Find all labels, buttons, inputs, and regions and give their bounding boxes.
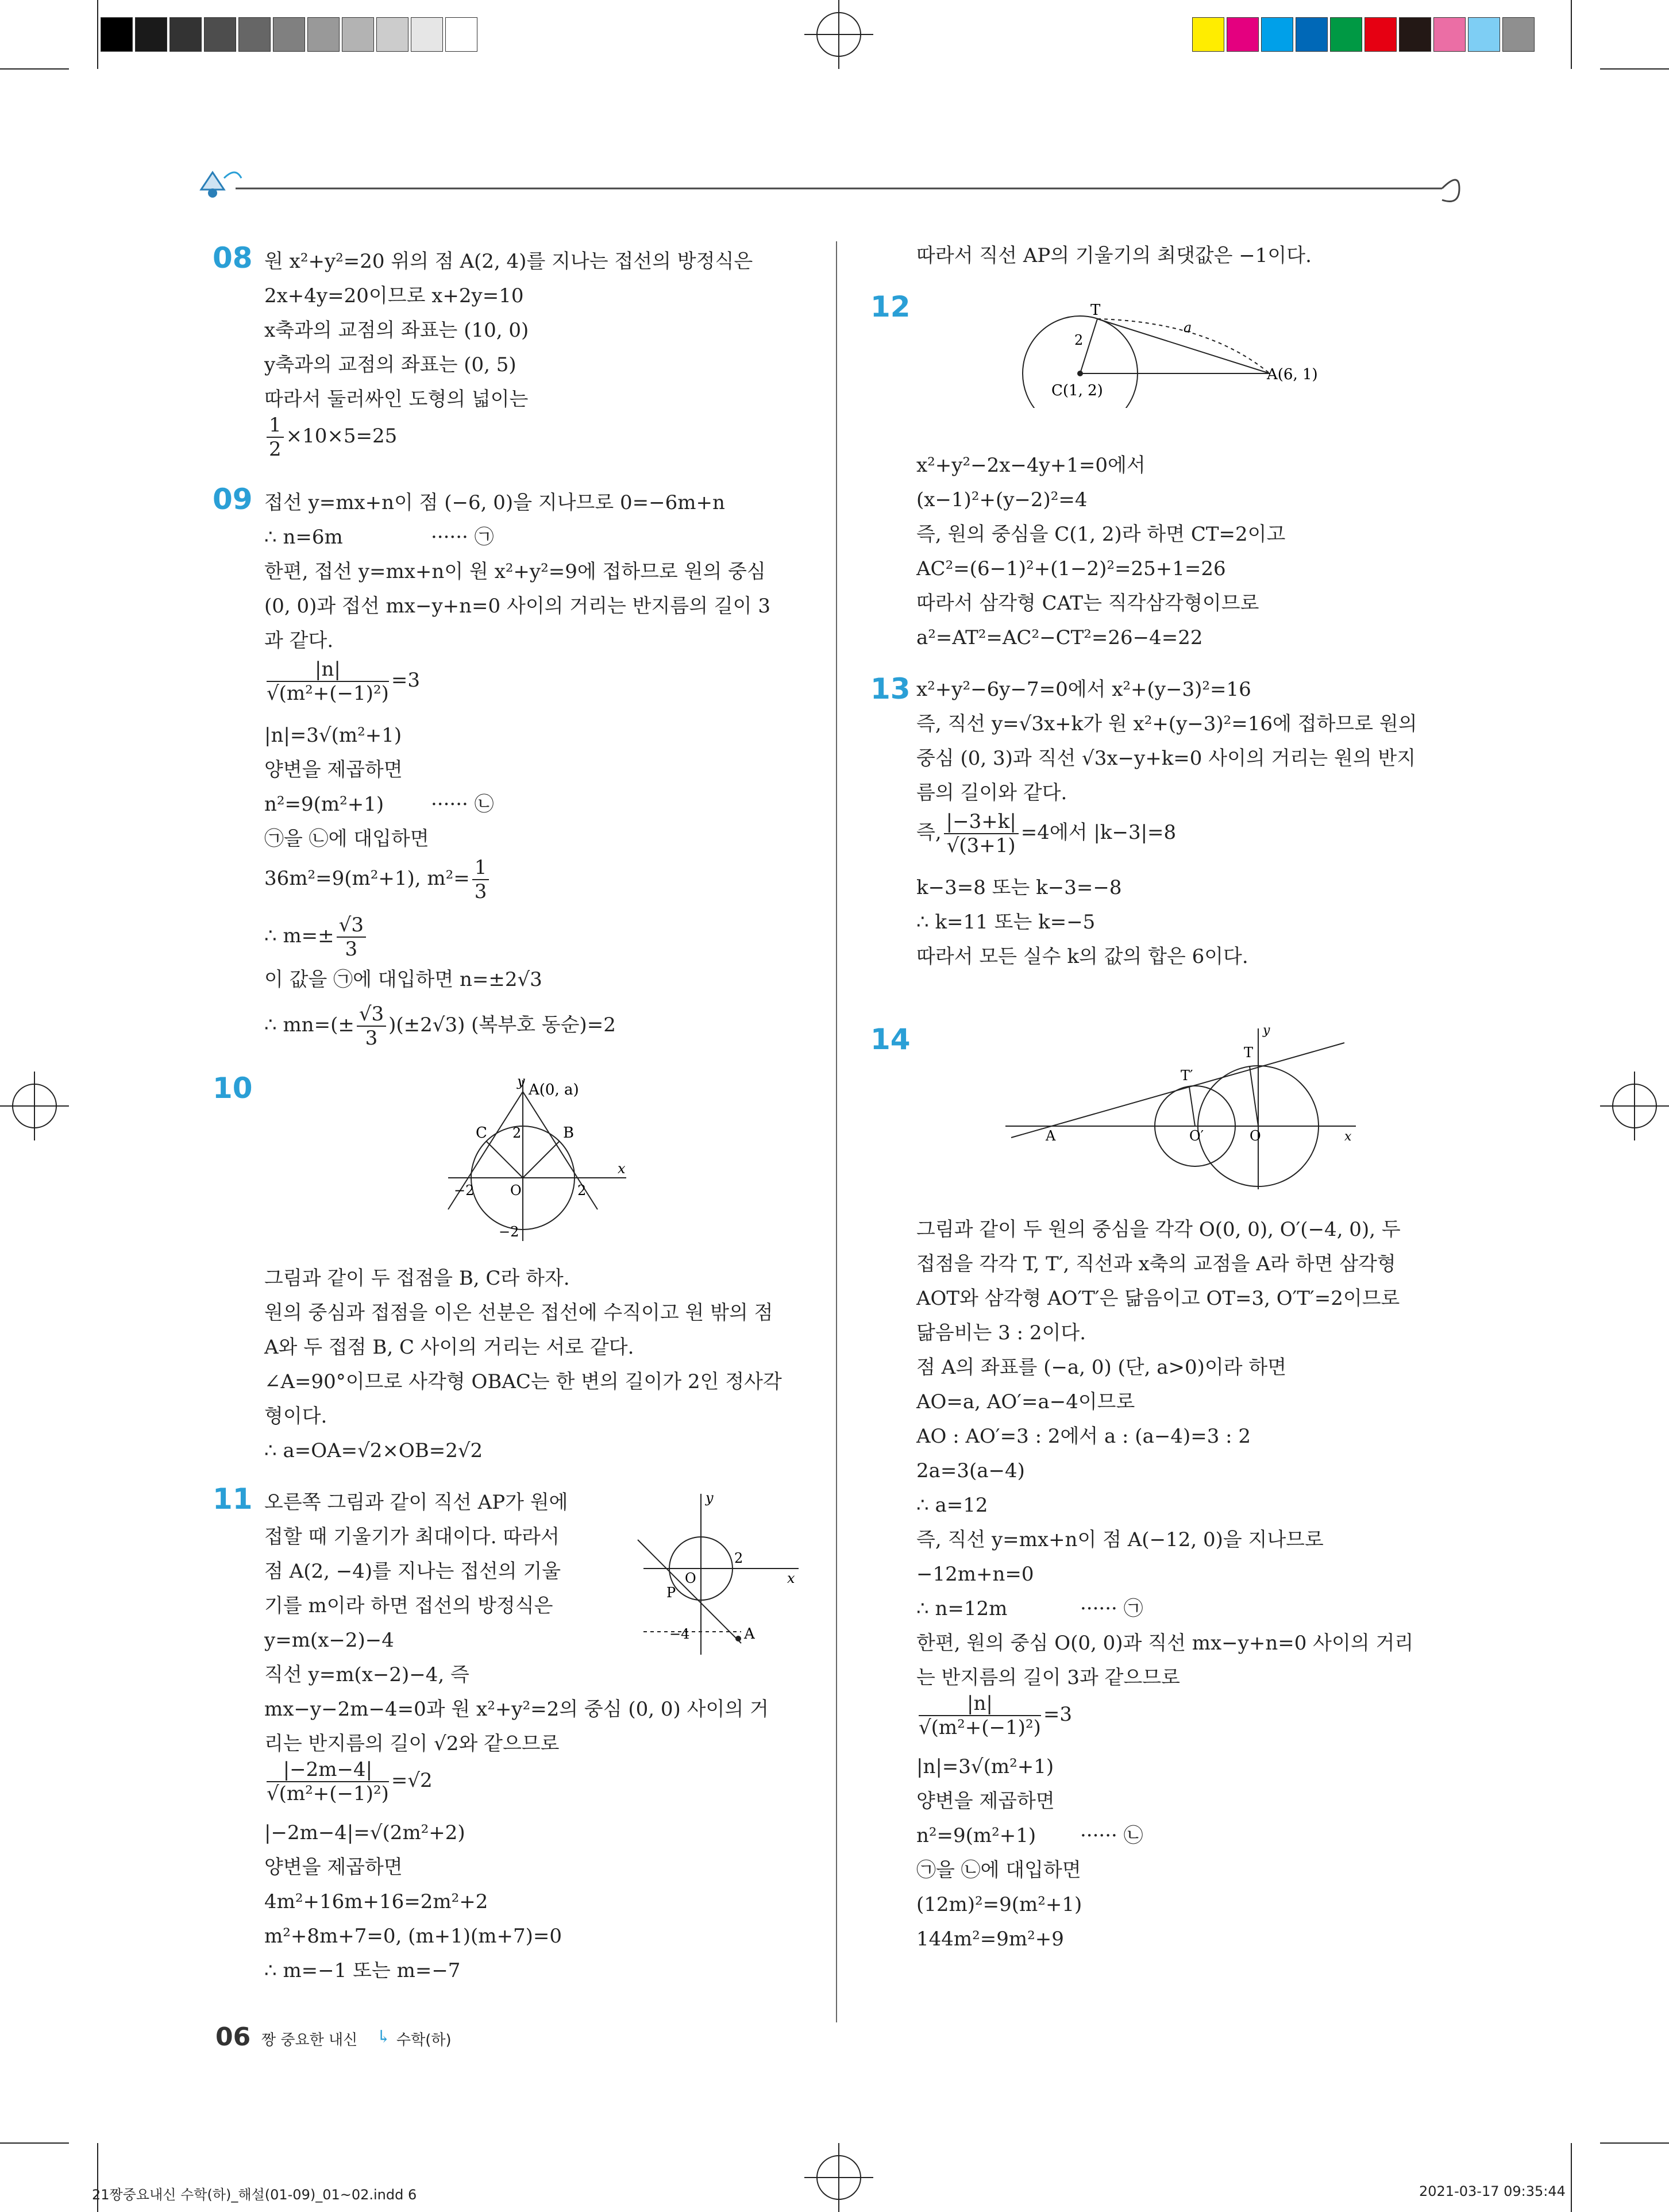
fraction-numerator: √3 — [357, 1003, 386, 1027]
problem-number: 11 — [213, 1482, 253, 1516]
solution-line: |−2m−4|=√(2m²+2) — [264, 1821, 465, 1844]
figure-circle-tangent-square — [437, 1074, 643, 1247]
solution-line: x축과의 교점의 좌표는 (10, 0) — [264, 319, 529, 342]
origin-label: O — [510, 1182, 522, 1199]
solution-line: 점 A(2, −4)를 지나는 접선의 기울 — [264, 1560, 561, 1583]
problem-number: 08 — [213, 241, 253, 275]
fraction-numerator: 1 — [472, 856, 489, 880]
solution-line: 따라서 둘러싸인 도형의 넓이는 — [264, 388, 529, 411]
solution-line: n²=9(m²+1) — [916, 1824, 1036, 1847]
solution-line: y축과의 교점의 좌표는 (0, 5) — [264, 353, 516, 376]
formula-text: =3 — [391, 669, 420, 692]
tick-label: −2 — [499, 1224, 519, 1240]
solution-line: A와 두 접점 B, C 사이의 거리는 서로 같다. — [264, 1336, 634, 1359]
solution-line: 2x+4y=20이므로 x+2y=10 — [264, 284, 524, 307]
page-number: 06 — [215, 2022, 251, 2052]
formula-text: )(±2√3) (복부호 동순)=2 — [388, 1013, 616, 1036]
solution-line: 닮음비는 3 : 2이다. — [916, 1321, 1086, 1344]
formula-line — [264, 914, 368, 961]
origin-label: O — [685, 1570, 696, 1586]
solution-line: 따라서 직선 AP의 기울기의 최댓값은 −1이다. — [916, 244, 1312, 267]
equation-tag: ······ ㉡ — [431, 793, 494, 816]
solution-line: AO : AO′=3 : 2에서 a : (a−4)=3 : 2 — [916, 1425, 1251, 1448]
figure-tangent-length — [1017, 293, 1339, 408]
formula-text: ×10×5=25 — [286, 425, 398, 448]
column-divider — [836, 241, 837, 2022]
formula-text: 즉, — [916, 821, 942, 844]
fraction-numerator: |n| — [919, 1692, 1041, 1716]
solution-line: (0, 0)과 접선 mx−y+n=0 사이의 거리는 반지름의 길이 3 — [264, 595, 770, 618]
solution-line: 양변을 제곱하면 — [916, 1790, 1055, 1813]
formula-text: ∴ m=± — [264, 924, 334, 947]
point-label-t-prime: T′ — [1181, 1068, 1193, 1084]
solution-line: 는 반지름의 길이 3과 같으므로 — [916, 1666, 1180, 1689]
point-label-a: A — [1046, 1128, 1056, 1144]
fraction-numerator: √3 — [337, 914, 366, 938]
figure-tangent-line-ap — [632, 1488, 804, 1660]
problem-number: 14 — [870, 1023, 911, 1056]
solution-line: 원 x²+y²=20 위의 점 A(2, 4)를 지나는 접선의 방정식은 — [264, 250, 753, 273]
fraction-numerator: |−3+k| — [944, 810, 1019, 834]
formula-text: =3 — [1043, 1703, 1072, 1726]
formula-line — [916, 1692, 1072, 1739]
solution-line: ㉠을 ㉡에 대입하면 — [916, 1859, 1081, 1882]
length-label: 2 — [512, 1125, 522, 1141]
formula-line — [264, 856, 491, 903]
solution-line: −12m+n=0 — [916, 1563, 1034, 1586]
problem-number: 13 — [870, 672, 911, 706]
solution-line: |n|=3√(m²+1) — [264, 724, 402, 747]
solution-line: ∴ a=12 — [916, 1494, 988, 1517]
point-label-a: A(6, 1) — [1267, 366, 1318, 383]
solution-line: 접점을 각각 T, T′, 직선과 x축의 교점을 A라 하면 삼각형 — [916, 1253, 1396, 1275]
equation-tag: ······ ㉠ — [431, 526, 494, 549]
solution-line: AOT와 삼각형 AO′T′은 닮음이고 OT=3, O′T′=2이므로 — [916, 1287, 1400, 1310]
header-rule — [178, 155, 1477, 218]
solution-line: 따라서 삼각형 CAT는 직각삼각형이므로 — [916, 592, 1259, 615]
arrow-icon: ↳ — [376, 2027, 391, 2047]
point-label-c: C(1, 2) — [1051, 382, 1103, 399]
bell-ribbon-icon — [201, 172, 241, 198]
solution-line: |n|=3√(m²+1) — [916, 1755, 1054, 1778]
problem-number: 10 — [213, 1072, 253, 1105]
fraction-denominator: √(m²+(−1)²) — [267, 682, 389, 705]
solution-line: 그림과 같이 두 원의 중심을 각각 O(0, 0), O′(−4, 0), 두 — [916, 1218, 1401, 1241]
solution-line: AO=a, AO′=a−4이므로 — [916, 1390, 1135, 1413]
book-title: 짱 중요한 내신 — [261, 2032, 358, 2049]
solution-line: ∴ k=11 또는 k=−5 — [916, 911, 1096, 934]
point-label-p: P — [666, 1585, 676, 1601]
tick-label: 2 — [577, 1182, 587, 1199]
solution-line: 즉, 원의 중심을 C(1, 2)라 하면 CT=2이고 — [916, 523, 1286, 546]
solution-line: 즉, 직선 y=√3x+k가 원 x²+(y−3)²=16에 접하므로 원의 — [916, 712, 1417, 735]
solution-line: 직선 y=m(x−2)−4, 즉 — [264, 1663, 469, 1686]
solution-line: AC²=(6−1)²+(1−2)²=25+1=26 — [916, 557, 1226, 580]
solution-line: n²=9(m²+1) — [264, 793, 384, 816]
solution-line: 이 값을 ㉠에 대입하면 n=±2√3 — [264, 968, 542, 991]
solution-line: m²+8m+7=0, (m+1)(m+7)=0 — [264, 1925, 562, 1948]
tick-label: 2 — [734, 1550, 743, 1566]
solution-line: 2a=3(a−4) — [916, 1459, 1025, 1482]
figure-two-circles-common-tangent — [1000, 1023, 1367, 1195]
length-label-a: a — [1184, 319, 1192, 336]
solution-line: ∠A=90°이므로 사각형 OBAC는 한 변의 길이가 2인 정사각 — [264, 1370, 782, 1393]
solution-line: y=m(x−2)−4 — [264, 1629, 394, 1652]
fraction-denominator: 3 — [365, 1027, 378, 1050]
fraction-denominator: √(m²+(−1)²) — [267, 1782, 389, 1805]
center-label-o-prime: O′ — [1189, 1128, 1204, 1144]
formula-line — [264, 1758, 433, 1805]
point-label-a: A(0, a) — [529, 1081, 579, 1099]
tick-label: −4 — [669, 1626, 690, 1642]
point-label-c: C — [476, 1124, 487, 1142]
solution-line: 양변을 제곱하면 — [264, 1856, 403, 1879]
axis-label-y: y — [1263, 1023, 1270, 1038]
file-name: 21짱중요내신 수학(하)_해설(01-09)_01~02.indd 6 — [92, 2187, 417, 2203]
solution-line: x²+y²−2x−4y+1=0에서 — [916, 454, 1146, 477]
fraction-denominator: √(m²+(−1)²) — [919, 1716, 1041, 1739]
solution-line: ∴ m=−1 또는 m=−7 — [264, 1959, 461, 1982]
fraction-denominator: 3 — [474, 880, 487, 903]
solution-line: 접선 y=mx+n이 점 (−6, 0)을 지나므로 0=−6m+n — [264, 491, 725, 514]
point-label-t: T — [1090, 302, 1101, 319]
solution-line: 오른쪽 그림과 같이 직선 AP가 원에 — [264, 1491, 568, 1514]
origin-label: O — [1250, 1128, 1261, 1144]
axis-label-x: x — [1344, 1130, 1352, 1144]
length-label: 2 — [1074, 332, 1084, 348]
solution-line: 름의 길이와 같다. — [916, 781, 1067, 804]
solution-line: 원의 중심과 접점을 이은 선분은 접선에 수직이고 원 밖의 점 — [264, 1301, 773, 1324]
fraction-denominator: 3 — [345, 938, 358, 961]
formula-text: ∴ mn=(± — [264, 1013, 354, 1036]
fraction-numerator: |−2m−4| — [267, 1758, 389, 1782]
formula-line — [264, 414, 397, 461]
solution-line: k−3=8 또는 k−3=−8 — [916, 876, 1122, 899]
formula-text: 36m²=9(m²+1), m²= — [264, 867, 470, 890]
solution-line: 리는 반지름의 길이 √2와 같으므로 — [264, 1732, 560, 1755]
point-label-t: T — [1244, 1045, 1254, 1061]
solution-line: 기를 m이라 하면 접선의 방정식은 — [264, 1594, 553, 1617]
solution-line: 즉, 직선 y=mx+n이 점 A(−12, 0)을 지나므로 — [916, 1528, 1324, 1551]
fraction-denominator: 2 — [269, 438, 282, 461]
fraction-numerator: |n| — [267, 658, 389, 682]
subject-label: 수학(하) — [396, 2032, 452, 2049]
fraction-numerator: 1 — [267, 414, 284, 438]
solution-line: 형이다. — [264, 1405, 327, 1428]
solution-line: 한편, 접선 y=mx+n이 원 x²+y²=9에 접하므로 원의 중심 — [264, 560, 766, 583]
formula-line — [264, 658, 420, 705]
solution-line: ∴ a=OA=√2×OB=2√2 — [264, 1439, 483, 1462]
point-label-a: A — [744, 1625, 755, 1643]
solution-line: 4m²+16m+16=2m²+2 — [264, 1890, 488, 1913]
equation-tag: ······ ㉡ — [1080, 1824, 1143, 1847]
solution-line: 한편, 원의 중심 O(0, 0)과 직선 mx−y+n=0 사이의 거리 — [916, 1632, 1414, 1655]
formula-text: =4에서 |k−3|=8 — [1020, 821, 1177, 844]
formula-line — [264, 1003, 616, 1050]
solution-line: ㉠을 ㉡에 대입하면 — [264, 827, 429, 850]
tick-label: −2 — [454, 1182, 475, 1199]
solution-line: 과 같다. — [264, 629, 334, 652]
formula-text: =√2 — [391, 1769, 433, 1792]
solution-line: (12m)²=9(m²+1) — [916, 1893, 1082, 1916]
formula-line — [916, 810, 1176, 857]
axis-label-y: y — [706, 1490, 714, 1506]
solution-line: x²+y²−6y−7=0에서 x²+(y−3)²=16 — [916, 678, 1251, 701]
solution-line: 144m²=9m²+9 — [916, 1928, 1064, 1951]
solution-line: mx−y−2m−4=0과 원 x²+y²=2의 중심 (0, 0) 사이의 거 — [264, 1698, 769, 1721]
axis-label-x: x — [787, 1570, 795, 1586]
point-label-b: B — [563, 1124, 575, 1142]
solution-line: ∴ n=12m — [916, 1597, 1008, 1620]
print-timestamp: 2021-03-17 09:35:44 — [1419, 2183, 1566, 2199]
solution-line: 중심 (0, 3)과 직선 √3x−y+k=0 사이의 거리는 원의 반지 — [916, 747, 1416, 770]
problem-number: 09 — [213, 483, 253, 516]
solution-line: 따라서 모든 실수 k의 값의 합은 6이다. — [916, 945, 1248, 968]
solution-line: 접할 때 기울기가 최대이다. 따라서 — [264, 1525, 560, 1548]
solution-line: 그림과 같이 두 접점을 B, C라 하자. — [264, 1267, 570, 1290]
solution-line: a²=AT²=AC²−CT²=26−4=22 — [916, 626, 1203, 649]
fraction-denominator: √(3+1) — [946, 834, 1016, 857]
solution-line: (x−1)²+(y−2)²=4 — [916, 488, 1088, 511]
axis-label-x: x — [618, 1161, 626, 1177]
equation-tag: ······ ㉠ — [1080, 1597, 1143, 1620]
axis-label-y: y — [517, 1074, 525, 1089]
problem-number: 12 — [870, 290, 911, 323]
solution-line: 점 A의 좌표를 (−a, 0) (단, a>0)이라 하면 — [916, 1356, 1287, 1379]
solution-line: 양변을 제곱하면 — [264, 758, 403, 781]
solution-line: ∴ n=6m — [264, 526, 343, 549]
